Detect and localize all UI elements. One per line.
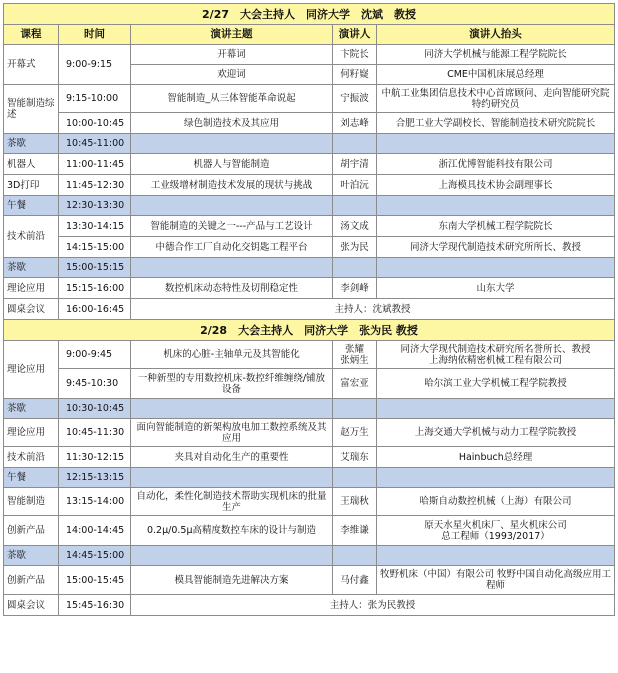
category-cell: 圆桌会议 xyxy=(4,299,59,320)
table-row xyxy=(4,419,615,447)
time-cell: 13:30-14:15 xyxy=(59,216,131,237)
time-cell: 15:00-15:45 xyxy=(59,566,131,595)
time-cell: 14:15-15:00 xyxy=(59,237,131,258)
day2-title: 2/28 大会主持人 同济大学 张为民 教授 xyxy=(4,320,615,341)
topic-cell: 欢迎词 xyxy=(131,65,333,85)
speaker-cell: 富宏亚 xyxy=(333,369,377,399)
break-row xyxy=(4,468,615,488)
speaker-cell: 赵万生 xyxy=(333,419,377,447)
time-cell: 14:00-14:45 xyxy=(59,516,131,546)
table-row xyxy=(4,216,615,237)
speaker-cell: 刘志峰 xyxy=(333,113,377,134)
speaker-title-cell: CME中国机床展总经理 xyxy=(377,65,615,85)
table-row xyxy=(4,237,615,258)
time-cell: 15:45-16:30 xyxy=(59,595,131,616)
header-speaker-title: 演讲人抬头 xyxy=(377,25,615,45)
category-cell: 创新产品 xyxy=(4,516,59,546)
speaker-cell: 宁振波 xyxy=(333,85,377,113)
category-cell: 茶歇 xyxy=(4,258,59,278)
header-speaker: 演讲人 xyxy=(333,25,377,45)
speaker-title-cell: 浙江优博智能科技有限公司 xyxy=(377,154,615,175)
topic-cell: 开幕词 xyxy=(131,45,333,65)
time-cell: 9:00-9:45 xyxy=(59,341,131,369)
speaker-title-cell: Hainbuch总经理 xyxy=(377,447,615,468)
table-row xyxy=(4,154,615,175)
time-cell: 13:15-14:00 xyxy=(59,488,131,516)
time-cell: 15:15-16:00 xyxy=(59,278,131,299)
time-cell: 12:30-13:30 xyxy=(59,196,131,216)
table-row xyxy=(4,85,615,113)
host-cell: 主持人：张为民教授 xyxy=(131,595,615,616)
topic-cell: 机床的心脏-主轴单元及其智能化 xyxy=(131,341,333,369)
topic-cell: 绿色制造技术及其应用 xyxy=(131,113,333,134)
break-row xyxy=(4,196,615,216)
speaker-title-cell: 东南大学机械工程学院院长 xyxy=(377,216,615,237)
topic-cell: 0.2μ/0.5μ高精度数控车床的设计与制造 xyxy=(131,516,333,546)
speaker-cell: 胡宇清 xyxy=(333,154,377,175)
topic-cell: 工业级增材制造技术发展的现状与挑战 xyxy=(131,175,333,196)
category-cell: 茶歇 xyxy=(4,134,59,154)
category-cell: 理论应用 xyxy=(4,419,59,447)
topic-cell: 智能制造_从三体智能革命说起 xyxy=(131,85,333,113)
time-cell: 10:30-10:45 xyxy=(59,399,131,419)
table-row xyxy=(4,369,615,399)
category-cell: 圆桌会议 xyxy=(4,595,59,616)
speaker-cell: 李剑峰 xyxy=(333,278,377,299)
category-cell: 技术前沿 xyxy=(4,447,59,468)
speaker-cell: 汤文成 xyxy=(333,216,377,237)
schedule xyxy=(3,3,614,616)
time-cell: 9:15-10:00 xyxy=(59,85,131,113)
speaker-title-cell: 同济大学机械与能源工程学院院长 xyxy=(377,45,615,65)
speaker-cell: 何籽嶷 xyxy=(333,65,377,85)
time-cell: 14:45-15:00 xyxy=(59,546,131,566)
category-cell: 智能制造 xyxy=(4,488,59,516)
time-cell: 9:45-10:30 xyxy=(59,369,131,399)
speaker-cell: 叶泊沅 xyxy=(333,175,377,196)
time-cell: 10:00-10:45 xyxy=(59,113,131,134)
topic-cell: 一种新型的专用数控机床-数控纤维缠绕/铺放设备 xyxy=(131,369,333,399)
speaker-title-cell: 上海模具技术协会副理事长 xyxy=(377,175,615,196)
header-row xyxy=(4,25,615,45)
speaker-cell: 张耀 张炳生 xyxy=(333,341,377,369)
category-cell: 创新产品 xyxy=(4,566,59,595)
time-cell: 9:00-9:15 xyxy=(59,45,131,85)
speaker-cell: 李维谦 xyxy=(333,516,377,546)
header-time: 时间 xyxy=(59,25,131,45)
speaker-title-cell: 牧野机床（中国）有限公司 牧野中国自动化高级应用工程师 xyxy=(377,566,615,595)
break-row xyxy=(4,399,615,419)
topic-cell: 自动化，柔性化制造技术帮助实现机床的批量生产 xyxy=(131,488,333,516)
time-cell: 16:00-16:45 xyxy=(59,299,131,320)
table-row xyxy=(4,447,615,468)
header-course: 课程 xyxy=(4,25,59,45)
speaker-cell: 张为民 xyxy=(333,237,377,258)
category-cell: 茶歇 xyxy=(4,399,59,419)
day1-title: 2/27 大会主持人 同济大学 沈斌 教授 xyxy=(4,4,615,25)
time-cell: 11:45-12:30 xyxy=(59,175,131,196)
speaker-title-cell: 同济大学现代制造技术研究所名誉所长、教授 上海纳依精密机械工程有限公司 xyxy=(377,341,615,369)
speaker-title-cell: 原天水星火机床厂、星火机床公司 总工程师（1993/2017） xyxy=(377,516,615,546)
category-cell: 机器人 xyxy=(4,154,59,175)
speaker-title-cell: 哈尔滨工业大学机械工程学院教授 xyxy=(377,369,615,399)
time-cell: 11:00-11:45 xyxy=(59,154,131,175)
host-cell: 主持人：沈斌教授 xyxy=(131,299,615,320)
break-row xyxy=(4,258,615,278)
speaker-title-cell: 哈斯自动数控机械（上海）有限公司 xyxy=(377,488,615,516)
table-row xyxy=(4,278,615,299)
speaker-cell: 王瑞秋 xyxy=(333,488,377,516)
speaker-title-cell: 山东大学 xyxy=(377,278,615,299)
topic-cell: 面向智能制造的新架构放电加工数控系统及其应用 xyxy=(131,419,333,447)
break-row xyxy=(4,134,615,154)
speaker-title-cell: 合肥工业大学副校长、智能制造技术研究院院长 xyxy=(377,113,615,134)
category-cell: 午餐 xyxy=(4,468,59,488)
time-cell: 11:30-12:15 xyxy=(59,447,131,468)
time-cell: 10:45-11:30 xyxy=(59,419,131,447)
topic-cell: 夹具对自动化生产的重要性 xyxy=(131,447,333,468)
category-cell: 技术前沿 xyxy=(4,216,59,258)
topic-cell: 中德合作工厂自动化交钥匙工程平台 xyxy=(131,237,333,258)
table-row xyxy=(4,45,615,65)
category-cell: 理论应用 xyxy=(4,278,59,299)
speaker-cell: 艾瑞东 xyxy=(333,447,377,468)
table-row xyxy=(4,488,615,516)
table-row xyxy=(4,299,615,320)
table-row xyxy=(4,516,615,546)
speaker-cell: 马付鑫 xyxy=(333,566,377,595)
table-row xyxy=(4,341,615,369)
day1-title-row xyxy=(4,4,615,25)
table-row xyxy=(4,175,615,196)
category-cell: 智能制造综述 xyxy=(4,85,59,134)
category-cell: 3D打印 xyxy=(4,175,59,196)
topic-cell: 数控机床动态特性及切削稳定性 xyxy=(131,278,333,299)
speaker-cell: 卞院长 xyxy=(333,45,377,65)
category-cell: 理论应用 xyxy=(4,341,59,399)
break-row xyxy=(4,546,615,566)
table-row xyxy=(4,113,615,134)
time-cell: 12:15-13:15 xyxy=(59,468,131,488)
speaker-title-cell: 中航工业集团信息技术中心首席顾问、走向智能研究院特约研究员 xyxy=(377,85,615,113)
topic-cell: 智能制造的关键之一---产品与工艺设计 xyxy=(131,216,333,237)
time-cell: 15:00-15:15 xyxy=(59,258,131,278)
speaker-title-cell: 同济大学现代制造技术研究所所长、教授 xyxy=(377,237,615,258)
header-topic: 演讲主题 xyxy=(131,25,333,45)
category-cell: 午餐 xyxy=(4,196,59,216)
speaker-title-cell: 上海交通大学机械与动力工程学院教授 xyxy=(377,419,615,447)
category-cell: 茶歇 xyxy=(4,546,59,566)
table-row xyxy=(4,595,615,616)
table-row xyxy=(4,566,615,595)
schedule-table xyxy=(3,3,615,616)
day2-title-row xyxy=(4,320,615,341)
time-cell: 10:45-11:00 xyxy=(59,134,131,154)
category-cell: 开幕式 xyxy=(4,45,59,85)
topic-cell: 模具智能制造先进解决方案 xyxy=(131,566,333,595)
topic-cell: 机器人与智能制造 xyxy=(131,154,333,175)
